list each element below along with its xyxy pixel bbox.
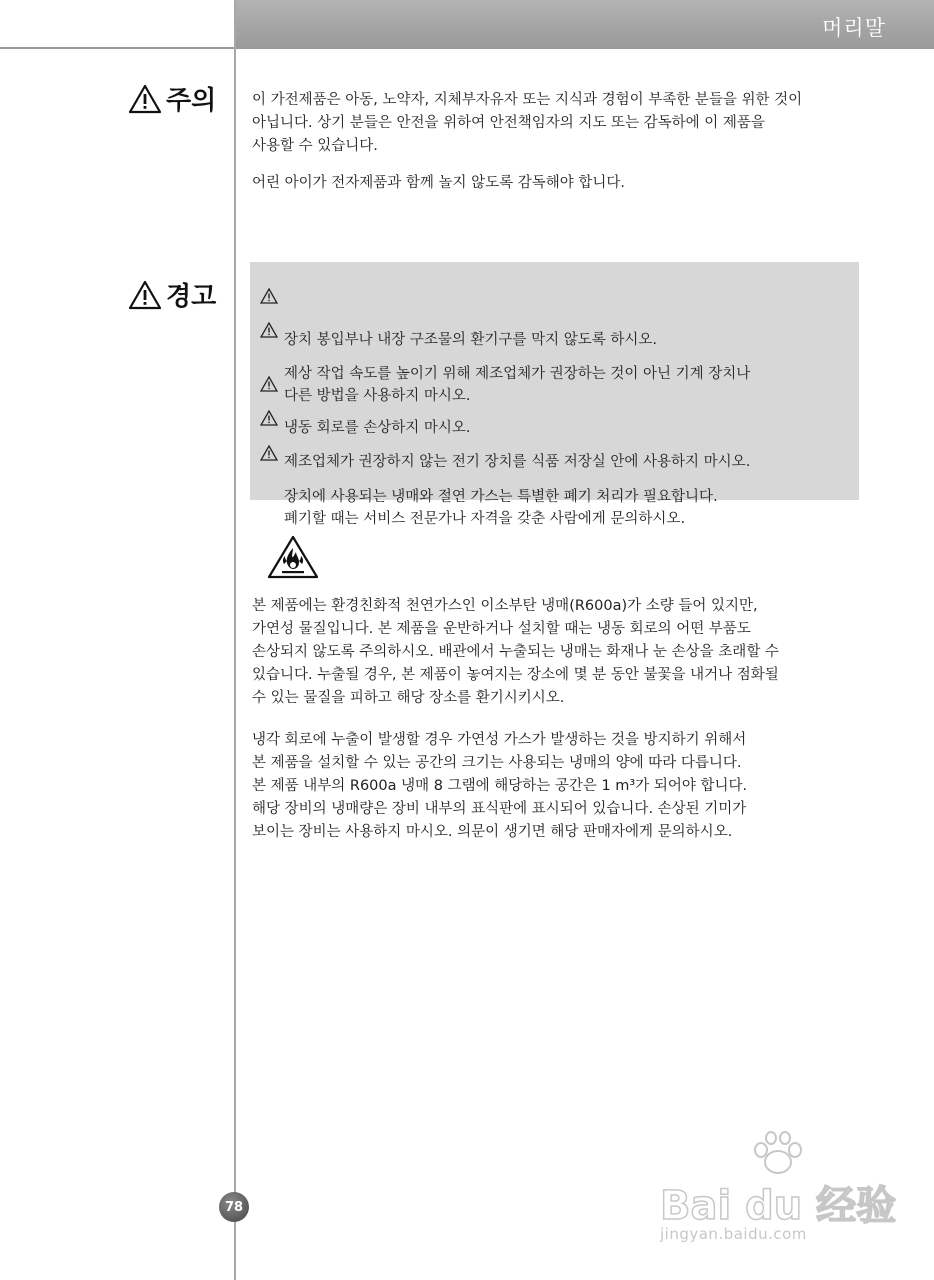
caution-label: 주의 <box>166 86 217 116</box>
warning-heading <box>128 276 216 313</box>
margin-vertical-line <box>234 0 236 1280</box>
page-number-badge <box>219 1192 249 1222</box>
caution-paragraph-2: 어린 아이가 전자제품과 함께 놀지 않도록 감독해야 합니다. <box>252 175 626 191</box>
small-warning-icon <box>260 288 278 304</box>
flammable-paragraph-2: 냉각 회로에 누출이 발생할 경우 가연성 가스가 발생하는 것을 방지하기 위해서 본 제품을 설치할 수 있는 공간의 크기는 사용되는 냉매의 양에 따라 다릅니다. 본 제품 내부의 R600a 냉매 8 그램에 해당하는 공간은 1 m³가 되어야 합니다. 해당 장비의 냉매량은 장비 내부의 표식판에 표시되어 있습니다. 손상된 기미가 보이는 장비는 사용하지 마시오. 의문이 생기면 해당 판매자에게 문의하시오. <box>252 732 748 840</box>
page-number: 78 <box>224 1199 244 1215</box>
small-warning-icon <box>260 322 278 338</box>
paw-logo-icon <box>748 1130 808 1176</box>
header-rule <box>0 47 934 49</box>
flammable-paragraph-1: 본 제품에는 환경친화적 천연가스인 이소부탄 냉매(R600a)가 소량 들어 있지만, 가연성 물질입니다. 본 제품을 운반하거나 설치할 때는 냉동 회로의 어떤 부품도 손상되지 않도록 주의하시오. 배관에서 누출되는 냉매는 화재나 눈 손상을 초래할 수 있습니다. 누출될 경우, 본 제품이 놓여지는 장소에 몇 분 동안 불꽃을 내거나 점화될 수 있는 물질을 피하고 해당 장소를 환기시키시오. <box>252 598 779 706</box>
warning-box <box>250 262 859 527</box>
warning-triangle-icon <box>128 84 162 114</box>
caution-heading <box>128 80 216 117</box>
warning-item-text: 제상 작업 속도를 높이기 위해 제조업체가 권장하는 것이 아닌 기계 장치나 다른 방법을 사용하지 마시오. <box>284 366 751 404</box>
warning-item <box>260 442 874 530</box>
warning-item-text: 냉동 회로를 손상하지 마시오. <box>284 420 471 436</box>
warning-label: 경고 <box>166 282 217 312</box>
warning-item-text: 장치 봉입부나 내장 구조물의 환기구를 막지 않도록 하시오. <box>284 332 658 348</box>
header-bar <box>236 0 934 48</box>
watermark-url: jingyan.baidu.com <box>660 1225 807 1243</box>
flammable-warning-icon <box>266 534 320 580</box>
warning-item-text: 제조업체가 권장하지 않는 전기 장치를 식품 저장실 안에 사용하지 마시오. <box>284 454 751 470</box>
watermark-main-text: Bai du 经验 <box>660 1183 897 1229</box>
small-warning-icon <box>260 410 278 426</box>
warning-item-text: 장치에 사용되는 냉매와 절연 가스는 특별한 폐기 처리가 필요합니다. 폐기할 때는 서비스 전문가나 자격을 갖춘 사람에게 문의하시오. <box>284 489 718 527</box>
page-section-title: 머리말 <box>822 16 886 40</box>
caution-paragraph-1: 이 가전제품은 아동, 노약자, 지체부자유자 또는 지식과 경험이 부족한 분들을 위한 것이 아닙니다. 상기 분들은 안전을 위하여 안전책임자의 지도 또는 감독하에 이 제품을 사용할 수 있습니다. <box>252 92 803 154</box>
small-warning-icon <box>260 376 278 392</box>
warning-triangle-icon <box>128 280 162 310</box>
baidu-watermark <box>660 1130 910 1250</box>
small-warning-icon <box>260 445 278 461</box>
